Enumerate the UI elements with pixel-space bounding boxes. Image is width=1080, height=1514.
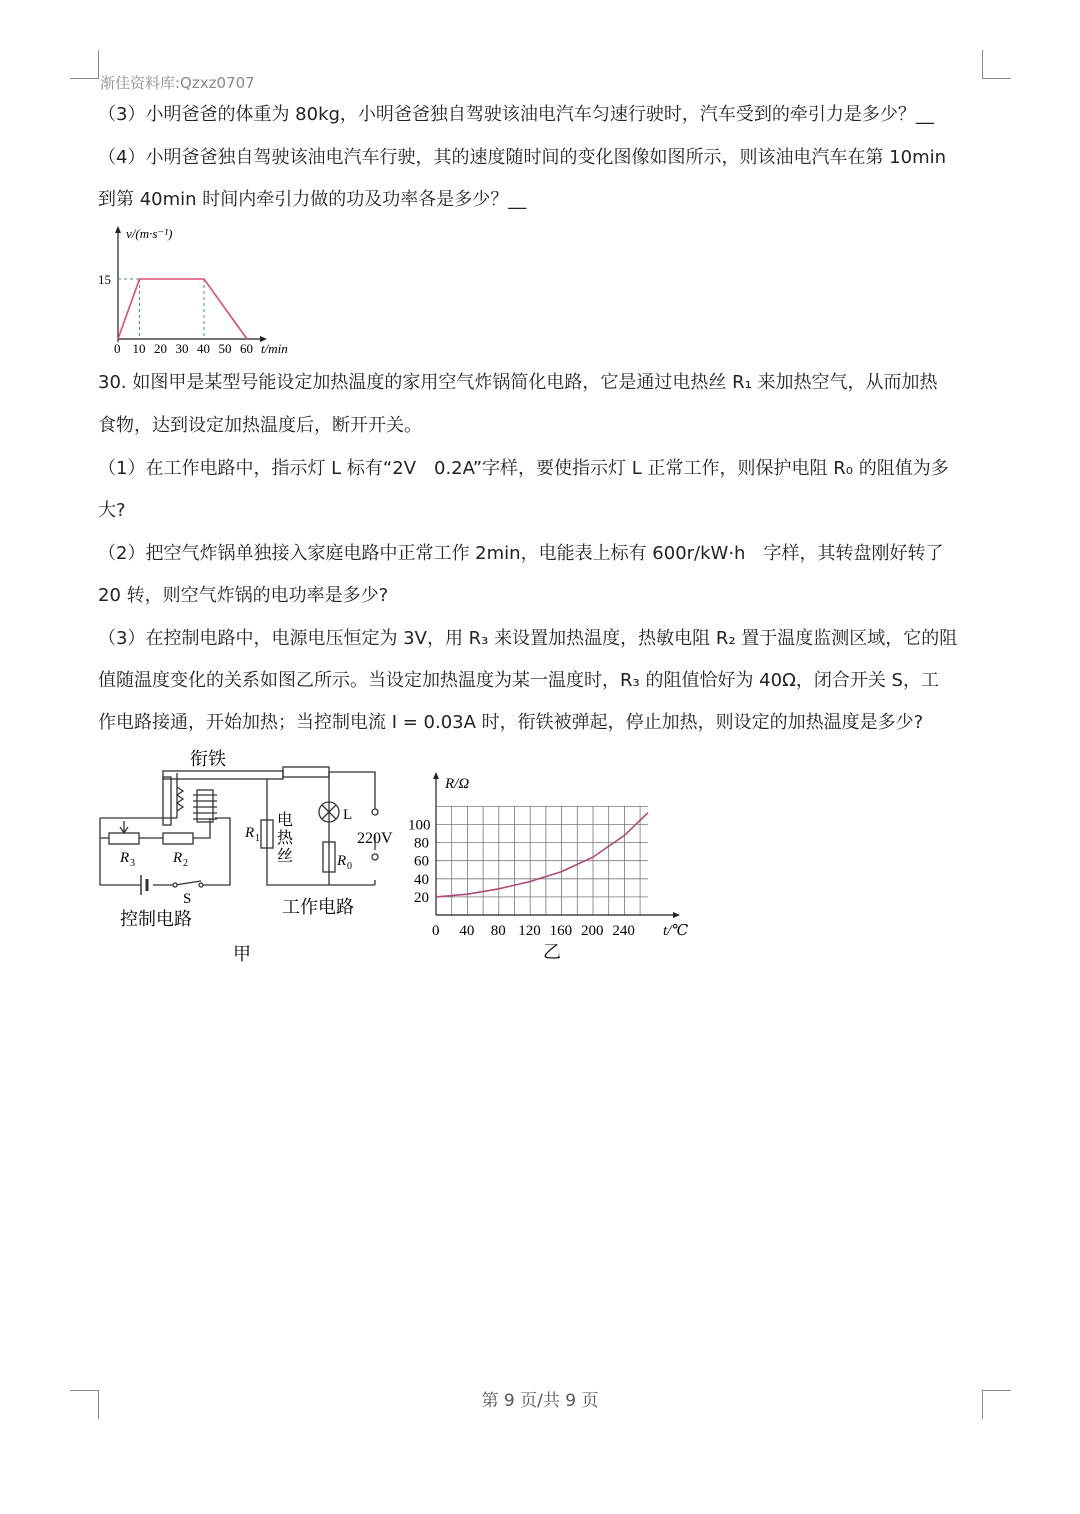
question-30-3-line-3: 作电路接通，开始加热；当控制电流 I = 0.03A 时，衔铁被弹起，停止加热，则设定的加热温度是多少? bbox=[98, 712, 924, 733]
r2-subscript: 2 bbox=[183, 858, 188, 869]
t-tick-label: 160 bbox=[549, 923, 573, 939]
work-wires-right bbox=[329, 772, 375, 885]
contact-block bbox=[283, 767, 329, 777]
heater-char-2: 热 bbox=[277, 830, 294, 847]
question-30-3-line-2: 值随温度变化的关系如图乙所示。当设定加热温度为某一温度时，R₃ 的阻值恰好为 40Ω，闭合开关 S，工 bbox=[98, 670, 939, 691]
resistance-temperature-chart bbox=[405, 768, 700, 968]
lamp-label: L bbox=[343, 807, 353, 823]
switch-pivot bbox=[173, 883, 177, 887]
v-tick-labels bbox=[98, 272, 111, 287]
v-tick-label: 15 bbox=[98, 272, 111, 287]
r1-label: R bbox=[245, 825, 255, 841]
control-circuit-label: 控制电路 bbox=[120, 909, 192, 929]
t-tick-label: 20 bbox=[154, 341, 167, 356]
question-3: （3）小明爸爸的体重为 80kg，小明爸爸独自驾驶该油电汽车匀速行驶时，汽车受到的牵引力是多少？__ bbox=[98, 104, 934, 125]
question-30-1-line-2: 大? bbox=[98, 500, 126, 521]
page-footer: 第 9 页/共 9 页 bbox=[481, 1391, 599, 1411]
question-30-3-line-1: （3）在控制电路中，电源电压恒定为 3V，用 R₃ 来设置加热温度，热敏电阻 R₂ 置于温度监测区域，它的阻 bbox=[98, 628, 958, 649]
grid bbox=[436, 806, 648, 915]
r3-slider bbox=[120, 821, 128, 833]
t-tick-label: 40 bbox=[459, 923, 475, 939]
terminal-bottom bbox=[372, 854, 378, 860]
question-4-line-2: 到第 40min 时间内牵引力做的功及功率各是多少？__ bbox=[98, 189, 527, 210]
t-tick-label: 40 bbox=[197, 341, 210, 356]
r-axis-arrow bbox=[433, 772, 439, 779]
v-axis-label: v/(m·s⁻¹) bbox=[126, 226, 173, 241]
question-30-line-2: 食物，达到设定加热温度后，断开开关。 bbox=[98, 415, 422, 436]
r-tick-label: 20 bbox=[414, 889, 429, 906]
armature-bar bbox=[163, 771, 283, 779]
watermark: 渐佳资料库:Qzxz0707 bbox=[100, 74, 255, 92]
r-axis-label: R/Ω bbox=[445, 776, 470, 792]
t-tick-labels bbox=[432, 923, 635, 939]
r-tick-label: 60 bbox=[414, 853, 429, 870]
r2-resistor bbox=[163, 833, 193, 844]
figure-caption-jia: 甲 bbox=[233, 944, 251, 964]
terminal-top bbox=[372, 809, 378, 815]
spring bbox=[177, 787, 183, 811]
t-tick-label: 50 bbox=[218, 341, 232, 356]
r-tick-label: 100 bbox=[408, 817, 431, 834]
t-tick-label: 0 bbox=[114, 341, 121, 356]
t-tick-label: 200 bbox=[581, 923, 604, 939]
question-4-line-1: （4）小明爸爸独自驾驶该油电汽车行驶，其的速度随时间的变化图像如图所示，则该油电汽车在第 10min bbox=[98, 147, 947, 168]
corner-mark-top-right bbox=[982, 50, 1011, 79]
r2-label: R bbox=[173, 850, 183, 866]
t-tick-label: 30 bbox=[175, 341, 189, 356]
question-30-1-line-1: （1）在工作电路中，指示灯 L 标有“2V 0.2A”字样，要使指示灯 L 正常工作，则保护电阻 R₀ 的阻值为多 bbox=[98, 458, 949, 479]
velocity-series bbox=[118, 279, 247, 339]
t-axis-label: t/℃ bbox=[663, 923, 689, 939]
switch-label: S bbox=[183, 891, 192, 907]
r3-label: R bbox=[120, 850, 130, 866]
v-axis-arrow bbox=[115, 226, 121, 233]
t-axis-arrow bbox=[673, 912, 680, 918]
voltage-label: 220V bbox=[357, 830, 393, 847]
circuit-diagram bbox=[95, 745, 415, 970]
t-tick-label: 120 bbox=[518, 923, 541, 939]
r-tick-labels bbox=[408, 818, 431, 906]
question-30-line-1: 30. 如图甲是某型号能设定加热温度的家用空气炸锅简化电路，它是通过电热丝 R₁ 来加热空气，从而加热 bbox=[98, 372, 938, 393]
work-circuit-label: 工作电路 bbox=[282, 897, 354, 917]
r0-label: R bbox=[337, 853, 347, 869]
t-axis-label: t/min bbox=[261, 341, 288, 356]
r0-subscript: 0 bbox=[347, 861, 352, 872]
t-tick-label: 60 bbox=[240, 341, 253, 356]
r-tick-label: 40 bbox=[414, 871, 429, 888]
question-30-2-line-2: 20 转，则空气炸锅的电功率是多少? bbox=[98, 585, 389, 606]
t-tick-label: 80 bbox=[490, 923, 506, 939]
t-tick-labels bbox=[114, 341, 253, 356]
t-tick-label: 0 bbox=[432, 923, 440, 939]
r3-subscript: 3 bbox=[130, 858, 135, 869]
question-30-2-line-1: （2）把空气炸锅单独接入家庭电路中正常工作 2min，电能表上标有 600r/kW·h 字样，其转盘刚好转了 bbox=[98, 543, 944, 564]
t-tick-label: 240 bbox=[612, 923, 635, 939]
heater-char-1: 电 bbox=[277, 812, 294, 829]
armature-label: 衔铁 bbox=[190, 749, 226, 769]
dashed-guides bbox=[118, 279, 204, 339]
corner-mark-top-left bbox=[70, 50, 99, 79]
heater-char-3: 丝 bbox=[277, 848, 294, 865]
switch-contact bbox=[199, 883, 203, 887]
r-tick-label: 80 bbox=[414, 835, 429, 852]
r1-subscript: 1 bbox=[255, 833, 260, 844]
figure-caption-yi: 乙 bbox=[543, 942, 561, 962]
r3-resistor bbox=[109, 833, 139, 844]
t-tick-label: 10 bbox=[132, 341, 146, 356]
velocity-time-chart bbox=[95, 222, 310, 362]
